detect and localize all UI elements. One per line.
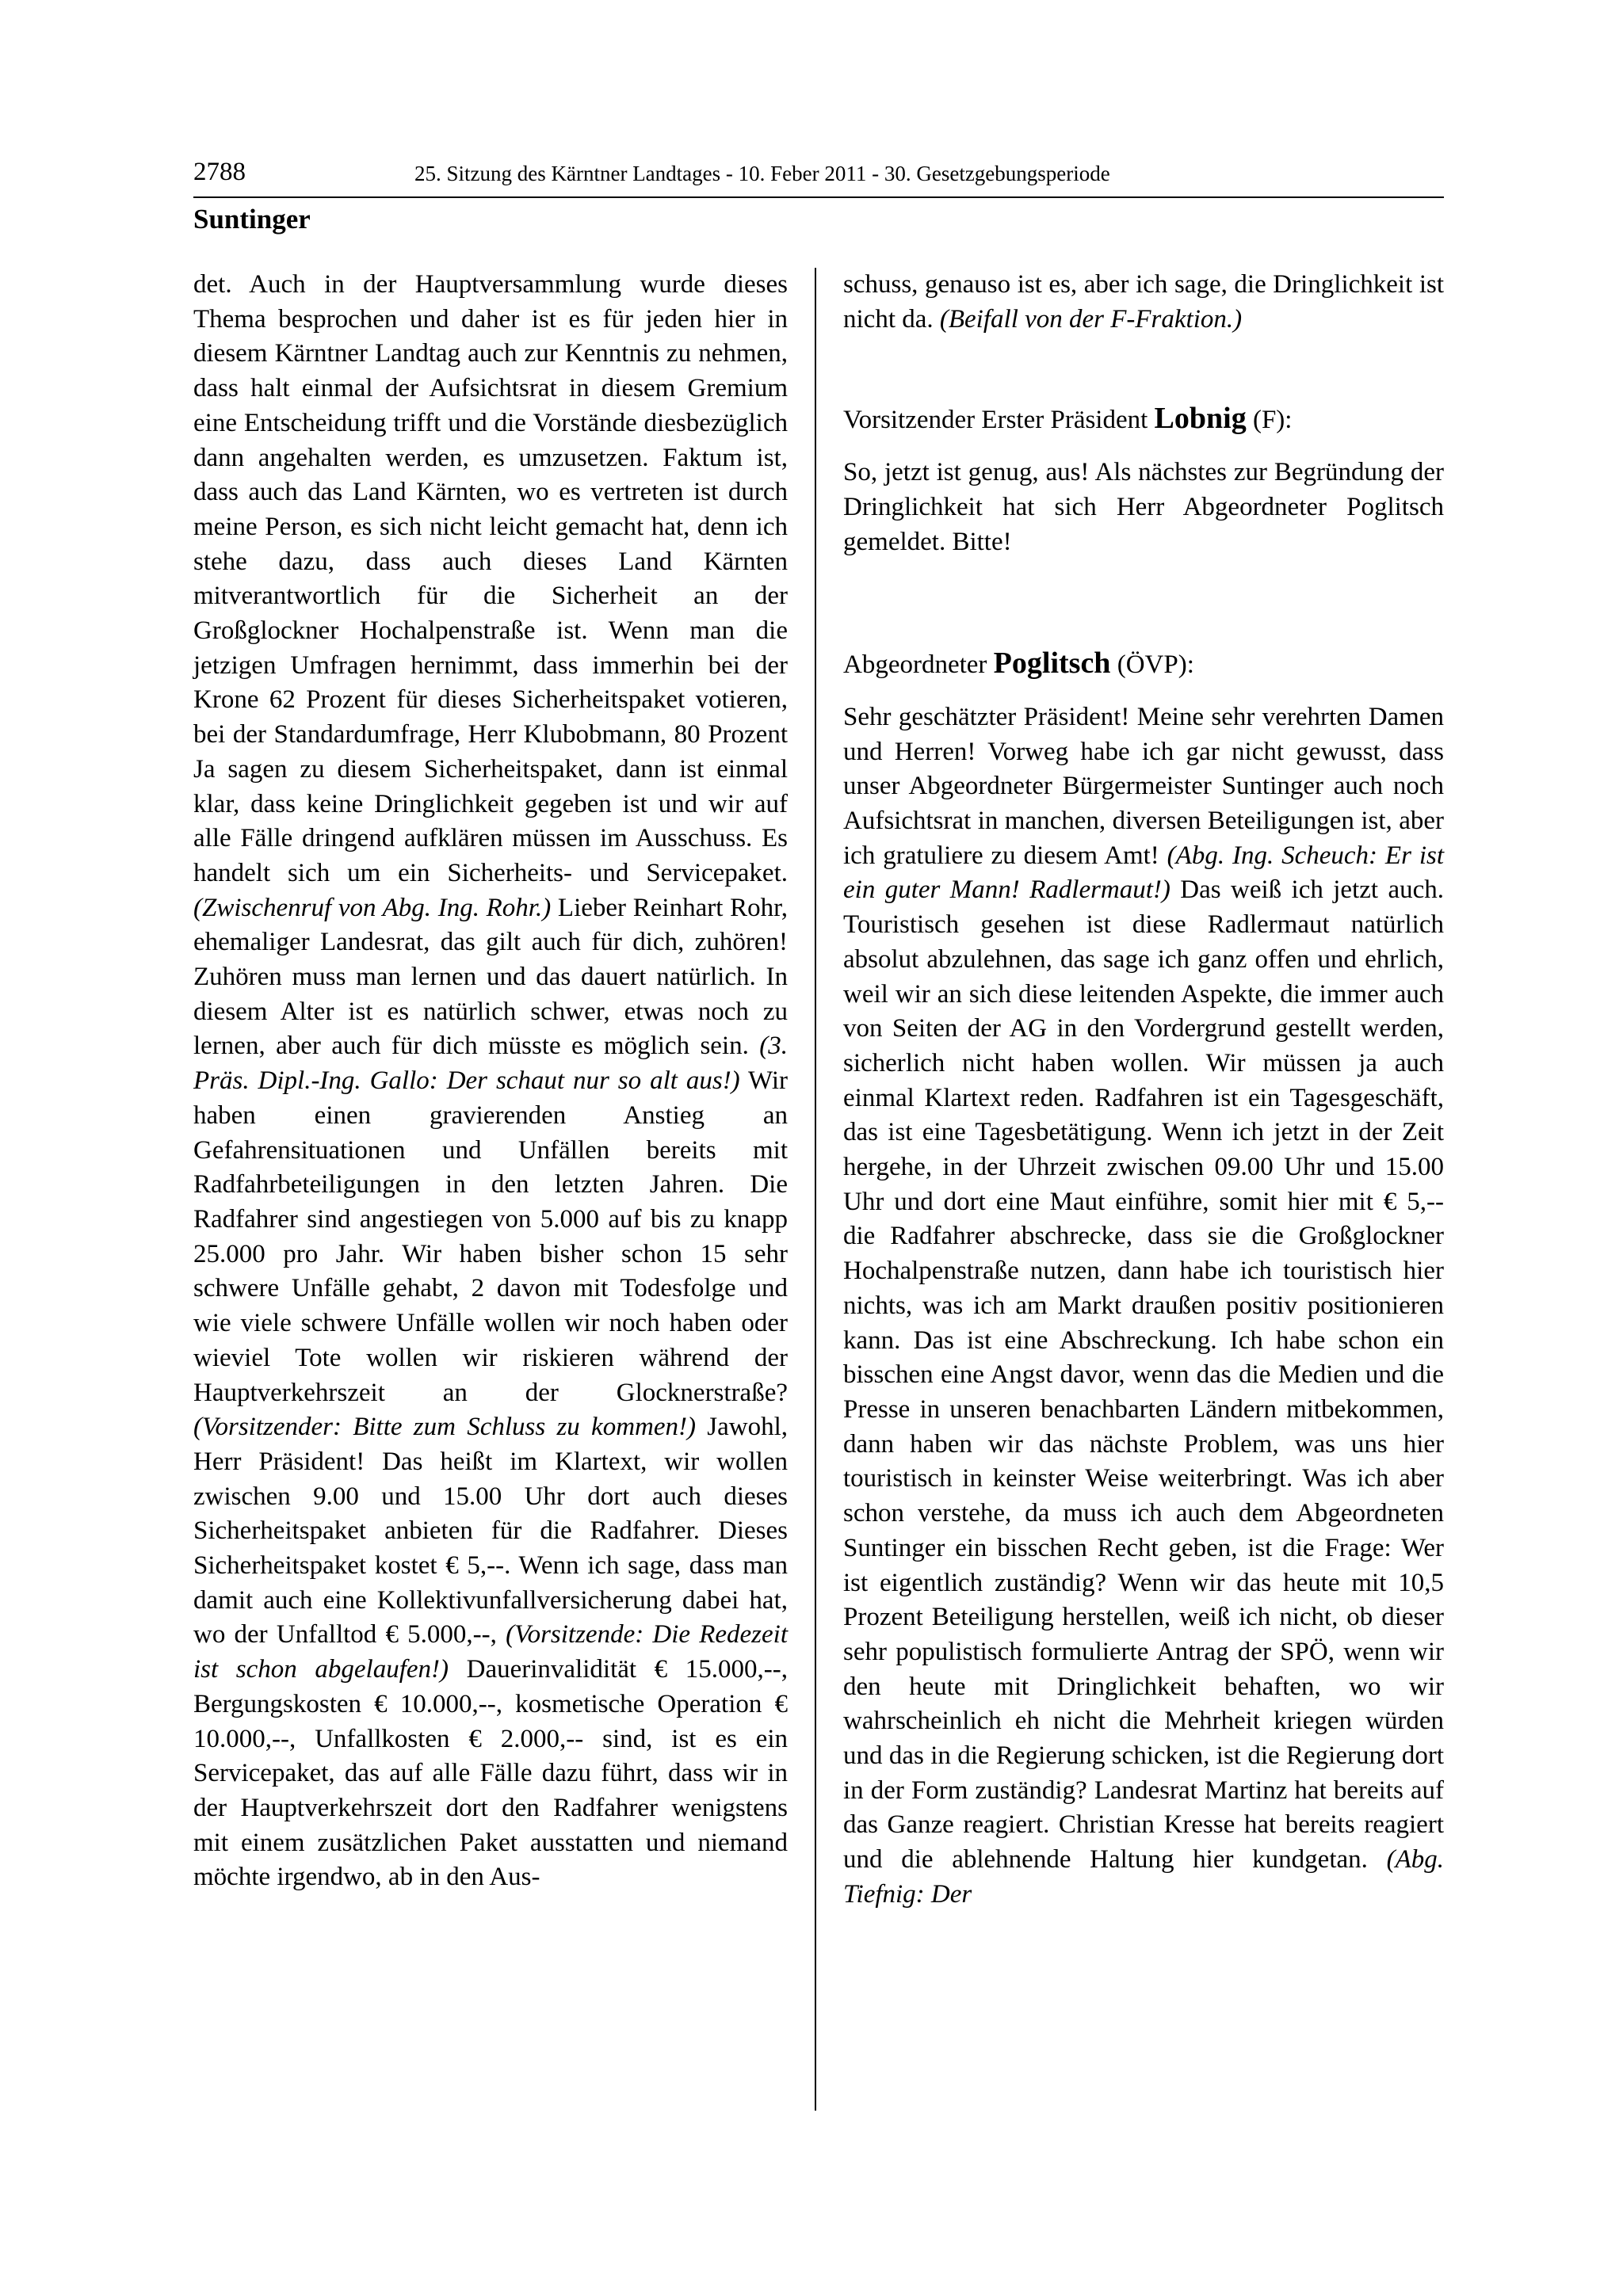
- speaker-party: (ÖVP):: [1110, 650, 1194, 680]
- speaker-name: Poglitsch: [993, 646, 1111, 681]
- speech-text: schuss, genauso ist es, aber ich sage, die Dringlichkeit ist nicht da.: [843, 270, 1444, 334]
- speech-text: det. Auch in der Hauptversammlung wurde dieses Thema besprochen und daher ist es für jeden hier in diesem Kärntner Landtag auch zur Kenntnis zu nehmen, dass halt einmal der Aufsichtsrat in diesem Gremium eine Entscheidung trifft und die Vorstände diesbezüglich dann angehalten werden, es umzusetzen. Faktum ist, dass auch das Land Kärnten, wo es vertreten ist durch meine Person, es sich nicht leicht gemacht hat, denn ich stehe dazu, dass auch dieses Land Kärnten mitverantwortlich für die Sicherheit an der Großglockner Hochalpenstraße ist. Wenn man die jetzigen Umfragen hernimmt, dass immerhin bei der Krone 62 Prozent für dieses Sicherheitspaket votieren, bei der Standardumfrage, Herr Klubobmann, 80 Prozent Ja sagen zu diesem Sicherheitspaket, dann ist einmal klar, dass keine Dringlichkeit gegeben ist und wir auf alle Fälle dringend aufklären müssen im Ausschuss. Es handelt sich um ein Sicherheits- und Servicepaket.: [193, 270, 788, 887]
- speaker-name: Lobnig: [1154, 402, 1247, 436]
- running-title: 25. Sitzung des Kärntner Landtages - 10. Feber 2011 - 30. Gesetzgebungsperiode: [414, 162, 1110, 185]
- speaker-line-poglitsch: [843, 646, 1444, 683]
- interjection: (Beifall von der F-Fraktion.): [939, 304, 1243, 334]
- interjection: (Zwischenruf von Abg. Ing. Rohr.): [193, 893, 552, 922]
- right-column: [843, 268, 1444, 1913]
- speech-text: Jawohl, Herr Präsident! Das heißt im Klartext, wir wollen zwischen 9.00 und 15.00 Uhr dort auch dieses Sicherheitspaket anbieten für die Radfahrer. Dieses Sicherheitspaket kostet € 5,--. Wenn ich sage, dass man damit auch eine Kollektivunfallversicherung dabei hat, wo der Unfalltod € 5.000,--,: [193, 1413, 788, 1650]
- page-number: 2788: [193, 158, 246, 186]
- speech-text: Dauerinvalidität € 15.000,--, Bergungskosten € 10.000,--, kosmetische Operation € 10.000,--, Unfallkosten € 2.000,-- sind, ist es ein Servicepaket, das auf alle Fälle dazu führt, dass wir in der Hauptverkehrszeit dort den Radfahrer wenigstens mit einem zusätzlichen Paket ausstatten und niemand möchte irgendwo, ab in den Aus-: [193, 1655, 789, 1892]
- speech-text: Lieber Reinhart Rohr, ehemaliger Landesrat, das gilt auch für dich, zuhören! Zuhören muss man lernen und das dauert natürlich. In diesem Alter ist es natürlich schwer, etwas noch zu lernen, aber auch für dich müsste es möglich sein.: [193, 893, 788, 1061]
- interjection: (Vorsitzender: Bitte zum Schluss zu kommen!): [193, 1413, 696, 1442]
- running-header: [193, 155, 1444, 198]
- speaker-heading: Suntinger: [193, 204, 311, 235]
- speech-paragraph: [193, 268, 788, 1895]
- speech-paragraph: [843, 700, 1444, 1913]
- speech-text: Sehr geschätzter Präsident! Meine sehr verehrten Damen und Herren! Vorweg habe ich gar nicht gewusst, dass unser Abgeordneter Bürgermeister Suntinger auch noch Aufsichtsrat in manchen, diversen Beteiligungen ist, aber ich gratuliere zu diesem Amt!: [843, 702, 1444, 870]
- interjection: (Vorsitzende: Die Redezeit ist schon abgelaufen!): [193, 1620, 789, 1684]
- left-column: [193, 268, 788, 1895]
- interjection: (Abg. Tiefnig: Der: [843, 1845, 1444, 1909]
- speech-paragraph: So, jetzt ist genug, aus! Als nächstes zur Begründung der Dringlichkeit hat sich Herr Abgeordneter Poglitsch gemeldet. Bitte!: [843, 458, 1444, 556]
- column-divider: [815, 268, 816, 2111]
- speech-text: Das weiß ich jetzt auch. Touristisch gesehen ist diese Radlermaut natürlich absolut abzulehnen, das sage ich ganz offen und ehrlich, weil wir an sich diese leitenden Aspekte, die immer auch von Seiten der AG in den Vordergrund gestellt werden, sicherlich nicht haben wollen. Wir müssen ja auch einmal Klartext reden. Radfahren ist ein Tagesgeschäft, das ist eine Tagesbetätigung. Wenn ich jetzt in der Zeit hergehe, in der Uhrzeit zwischen 09.00 Uhr und 15.00 Uhr und dort eine Maut einführe, somit hier mit € 5,-- die Radfahrer abschrecke, dass sie die Großglockner Hochalpenstraße nutzen, dann habe ich touristisch hier nichts, was ich am Markt draußen positiv positionieren kann. Das ist eine Abschreckung. Ich habe schon ein bisschen eine Angst davor, wenn das die Medien und die Presse in unseren benachbarten Ländern mitbekommen, dann haben wir das nächste Problem, was uns hier touristisch in keinster Weise weiterbringt. Was ich aber schon verstehe, da muss ich auch dem Abgeordneten Suntinger ein bisschen Recht geben, ist die Frage: Wer ist eigentlich zuständig? Wenn wir das heute mit 10,5 Prozent Beteiligung herstellen, weiß ich nicht, ob dieser sehr populistisch formulierte Antrag der SPÖ, wenn wir den heute mit Dringlichkeit behaften, wo wir wahrscheinlich eh nicht die Mehrheit kriegen würden und das in die Regierung schicken, ist die Regierung dort in der Form zuständig? Landesrat Martinz hat bereits auf das Ganze reagiert. Christian Kresse hat bereits reagiert und die ablehnende Haltung hier kundgetan.: [843, 875, 1444, 1875]
- speaker-line-lobnig: [843, 402, 1444, 438]
- interjection: (3. Präs. Dipl.-Ing. Gallo: Der schaut nur so alt aus!): [193, 1032, 788, 1096]
- speaker-party: (F):: [1246, 406, 1293, 435]
- interjection: (Abg. Ing. Scheuch: Er ist ein guter Mann! Radlermaut!): [843, 841, 1444, 905]
- speaker-role: Vorsitzender Erster Präsident: [843, 406, 1155, 435]
- speech-paragraph: [843, 268, 1444, 337]
- speech-text: Wir haben einen gravierenden Anstieg an Gefahrensituationen und Unfällen bereits mit Radfahrbeteiligungen in den letzten Jahren. Die Radfahrer sind angestiegen von 5.000 auf bis zu knapp 25.000 pro Jahr. Wir haben bisher schon 15 sehr schwere Unfälle gehabt, 2 davon mit Todesfolge und wie viele schwere Unfälle wollen wir noch haben oder wieviel Tote wollen wir riskieren während der Hauptverkehrszeit an der Glocknerstraße?: [193, 1066, 789, 1407]
- speaker-role: Abgeordneter: [843, 650, 994, 680]
